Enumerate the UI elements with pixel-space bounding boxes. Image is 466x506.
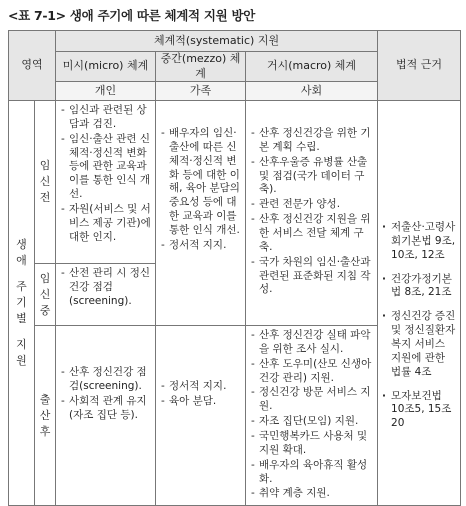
list-item: - 산후우울증 유병률 산출 및 점검(국가 데이터 구축). — [250, 156, 373, 198]
mezzo-prenatal-cell — [156, 101, 246, 326]
list-item: · 저출산·고령사회기본법 9조, 10조, 12조 — [382, 221, 456, 263]
micro-header: 미시(micro) 체계 — [56, 52, 156, 82]
list-item: - 정신건강 방문 서비스 지원. — [250, 386, 373, 414]
macro-subheader: 사회 — [246, 82, 378, 101]
list-item: - 배우자의 육아휴직 활성화. — [250, 459, 373, 487]
mezzo-header: 중간(mezzo) 체계 — [156, 52, 246, 82]
list-item: - 산전 관리 시 정신건강 점검(screening). — [60, 267, 151, 309]
list-item: · 정신건강 증진 및 정신질환자 복지 서비스 지원에 관한 법률 4조 — [382, 310, 456, 379]
list-item: - 정서적 지지. — [160, 239, 241, 253]
list-item: - 육아 분담. — [160, 395, 241, 409]
stage-prenatal: 임 신 전 — [35, 101, 56, 264]
macro-header: 거시(macro) 체계 — [246, 52, 378, 82]
systematic-header: 체계적(systematic) 지원 — [56, 31, 378, 52]
stage-pregnancy: 임 신 중 — [35, 264, 56, 326]
list-item: - 배우자의 임신·출산에 따른 신체적·정신적 변화 등에 대한 이해, 육아 분담의 중요성 등에 대한 교육과 이를 통한 인식 개선. — [160, 127, 241, 238]
list-item: - 산후 정신건강을 위한 기본 계획 수립. — [250, 127, 373, 155]
list-item: - 산후 정신건강 실태 파악을 위한 조사 실시. — [250, 329, 373, 357]
stage-postnatal: 출 산 후 — [35, 326, 56, 506]
list-item: · 건강가정기본법 8조, 21조 — [382, 273, 456, 301]
micro-postnatal-cell — [56, 326, 156, 506]
list-item: - 사회적 관계 유지(자조 집단 등). — [60, 395, 151, 423]
micro-pregnancy-cell — [56, 264, 156, 326]
table-caption: <표 7-1> 생애 주기에 따른 체계적 지원 방안 — [8, 8, 256, 23]
list-item: - 국가 차원의 임신·출산과 관련된 표준화된 지침 작성. — [250, 256, 373, 298]
list-item: - 자원(서비스 및 서비스 제공 기관)에 대한 인지. — [60, 203, 151, 245]
list-item: - 산후 정신건강 지원을 위한 서비스 전달 체계 구축. — [250, 213, 373, 255]
list-item: - 취약 계층 지원. — [250, 487, 373, 501]
list-item: - 임신과 관련된 상담과 검진. — [60, 104, 151, 132]
list-item: - 정서적 지지. — [160, 380, 241, 394]
micro-prenatal-cell — [56, 101, 156, 264]
macro-prenatal-cell — [246, 101, 378, 326]
mezzo-subheader: 가족 — [156, 82, 246, 101]
mezzo-postnatal-cell — [156, 326, 246, 506]
list-item: · 모자보건법 10조5, 15조20 — [382, 390, 456, 432]
law-cell — [378, 101, 461, 506]
list-item: - 산후 정신건강 점검(screening). — [60, 366, 151, 394]
micro-subheader: 개인 — [56, 82, 156, 101]
life-cycle-label: 생 애 주 기 별 지 원 — [9, 101, 35, 506]
area-header: 영역 — [9, 31, 56, 101]
support-table — [8, 30, 461, 506]
list-item: - 산후 도우미(산모 신생아 건강 관리) 지원. — [250, 358, 373, 386]
macro-postnatal-cell — [246, 326, 378, 506]
list-item: - 국민행복카드 사용처 및 지원 확대. — [250, 430, 373, 458]
list-item: - 관련 전문가 양성. — [250, 198, 373, 212]
list-item: - 임신·출산 관련 신체적·정신적 변화 등에 관한 교육과 이를 통한 인식 개선. — [60, 133, 151, 202]
law-header: 법적 근거 — [378, 31, 461, 101]
list-item: - 자조 집단(모임) 지원. — [250, 415, 373, 429]
